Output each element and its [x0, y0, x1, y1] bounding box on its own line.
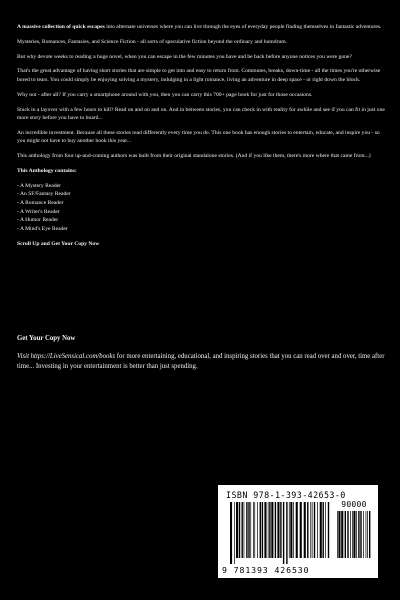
- book-blurb: [17, 23, 387, 254]
- barcode-bar: [290, 502, 292, 558]
- blurb-paragraph-layover: Stuck in a layover with a few hours to kill? Read on and on and on. And in between stories, you can check in with reality for awhile and see if you can fit in just one more story before you have to board...: [17, 106, 385, 122]
- blurb-paragraph-anthology: This anthology from four up-and-coming authors was built from their original standalone stories. (And if you like them, there's more where that came from...): [17, 153, 371, 160]
- barcode-bar: [358, 511, 359, 558]
- contents-list-title: This Anthology contains:: [17, 168, 77, 175]
- barcode-bar: [300, 502, 302, 558]
- barcode-bar: [314, 502, 315, 558]
- barcode-bar: [257, 502, 258, 558]
- get-copy-heading: Get Your Copy Now: [17, 335, 76, 342]
- barcode-bar: [310, 502, 311, 558]
- visit-text-rest: for more entertaining, educational, and inspiring stories that you can read over and over, time after time... Investing in your entertainment is better than just spending.: [17, 353, 385, 370]
- blurb-paragraph-genres: Mysteries, Romances, Fantasies, and Science Fiction - all sorts of speculative fiction beyond the ordinary and humdrum.: [17, 38, 287, 45]
- barcode-bar: [239, 502, 240, 558]
- barcode-bar: [366, 511, 367, 558]
- barcode-bar: [320, 502, 322, 558]
- price-addon-digits: 90000: [341, 500, 367, 509]
- barcode-bar: [293, 502, 294, 558]
- blurb-intro: [17, 23, 387, 32]
- barcode-bar: [304, 502, 306, 558]
- barcode-bar: [356, 511, 357, 558]
- list-item: - An SF/Fantasy Reader: [17, 191, 71, 198]
- barcode-bar: [337, 511, 338, 558]
- barcode-bar: [234, 502, 235, 564]
- barcode-bar: [236, 502, 238, 558]
- visit-text: [17, 352, 387, 372]
- barcode-bar: [248, 502, 249, 558]
- barcode-bar: [323, 502, 324, 558]
- list-item: - A Writer's Reader: [17, 208, 60, 215]
- barcode-bar: [289, 502, 290, 558]
- barcode-bar: [286, 502, 287, 564]
- barcode-bar: [353, 511, 355, 558]
- ean-barcode-bars: [230, 502, 331, 564]
- barcode-bar: [345, 511, 346, 558]
- isbn-barcode: [218, 485, 378, 578]
- visit-link[interactable]: Visit https://LiveSensical.com/books: [17, 353, 116, 360]
- barcode-bar: [369, 511, 370, 558]
- get-copy-section: [17, 335, 387, 372]
- barcode-bar: [328, 502, 329, 558]
- barcode-bar: [280, 502, 281, 558]
- addon-barcode-bars: [337, 511, 371, 564]
- barcode-bar: [262, 502, 263, 558]
- barcode-bar: [271, 502, 273, 558]
- blurb-paragraph-smartphone: Why not - after all? If you carry a smartphone around with you, then you can carry this 700+ page book for just for those occasions.: [17, 91, 313, 98]
- barcode-bar: [350, 511, 351, 558]
- barcode-bar: [296, 502, 298, 558]
- barcode-bar: [230, 502, 232, 564]
- isbn-label: ISBN 978-1-393-42653-0: [226, 490, 346, 500]
- barcode-bar: [338, 511, 340, 558]
- barcode-bar: [352, 511, 353, 558]
- blurb-intro-rest: into alternate universes where you can live through the eyes of everyday people finding themselves in fantastic adventures.: [104, 24, 382, 30]
- list-item: - A Mystery Reader: [17, 182, 61, 189]
- ean-digits: 9 781393 426530: [222, 565, 310, 575]
- barcode-bar: [275, 502, 276, 558]
- barcode-bar: [283, 502, 284, 564]
- scroll-up-callout: Scroll Up and Get Your Copy Now: [17, 240, 100, 247]
- blurb-paragraph-investment: An incredible investment. Because all these stories read differently every time you do. This one book has enough stories to entertain, educate, and inspire you - so you might not have to buy another book this year...: [17, 129, 380, 145]
- blurb-paragraph-advantage: That's the great advantage of having short stories that are simple to get into and easy to return from. Commutes, breaks, down-time - all the times you're otherwise bored to tears. You could simply be enjoying solving a mystery, indulging in a light romance, living an adventure in deep space - or right down the block.: [17, 68, 381, 83]
- barcode-bar: [317, 502, 318, 558]
- barcode-bar: [264, 502, 266, 558]
- list-item: - A Humor Reader: [17, 217, 59, 224]
- barcode-bar: [260, 502, 261, 558]
- barcode-bar: [250, 502, 251, 558]
- list-item: - A Mind's Eye Reader: [17, 225, 68, 232]
- barcode-bar: [254, 502, 255, 558]
- barcode-bar: [325, 502, 326, 558]
- blurb-paragraph-why: But why devote weeks to reading a huge novel, when you can escape in the few minutes you have and be back before anyone notices you were gone?: [17, 53, 352, 60]
- barcode-bar: [341, 511, 343, 558]
- barcode-bar: [307, 502, 308, 558]
- barcode-bar: [244, 502, 245, 558]
- contents-list: [17, 182, 387, 234]
- barcode-bar: [246, 502, 247, 558]
- barcode-bar: [268, 502, 269, 558]
- blurb-intro-bold: A massive collection of quick escapes: [17, 24, 105, 30]
- barcode-bar: [312, 502, 313, 558]
- barcode-bar: [347, 511, 348, 558]
- barcode-bar: [269, 502, 270, 558]
- list-item: - A Romance Reader: [17, 200, 64, 206]
- barcode-bar: [242, 502, 243, 558]
- barcode-bar: [363, 511, 364, 558]
- barcode-bar: [360, 511, 361, 558]
- barcode-bar: [277, 502, 279, 558]
- barcode-bar: [253, 502, 254, 558]
- barcode-bar: [367, 511, 368, 558]
